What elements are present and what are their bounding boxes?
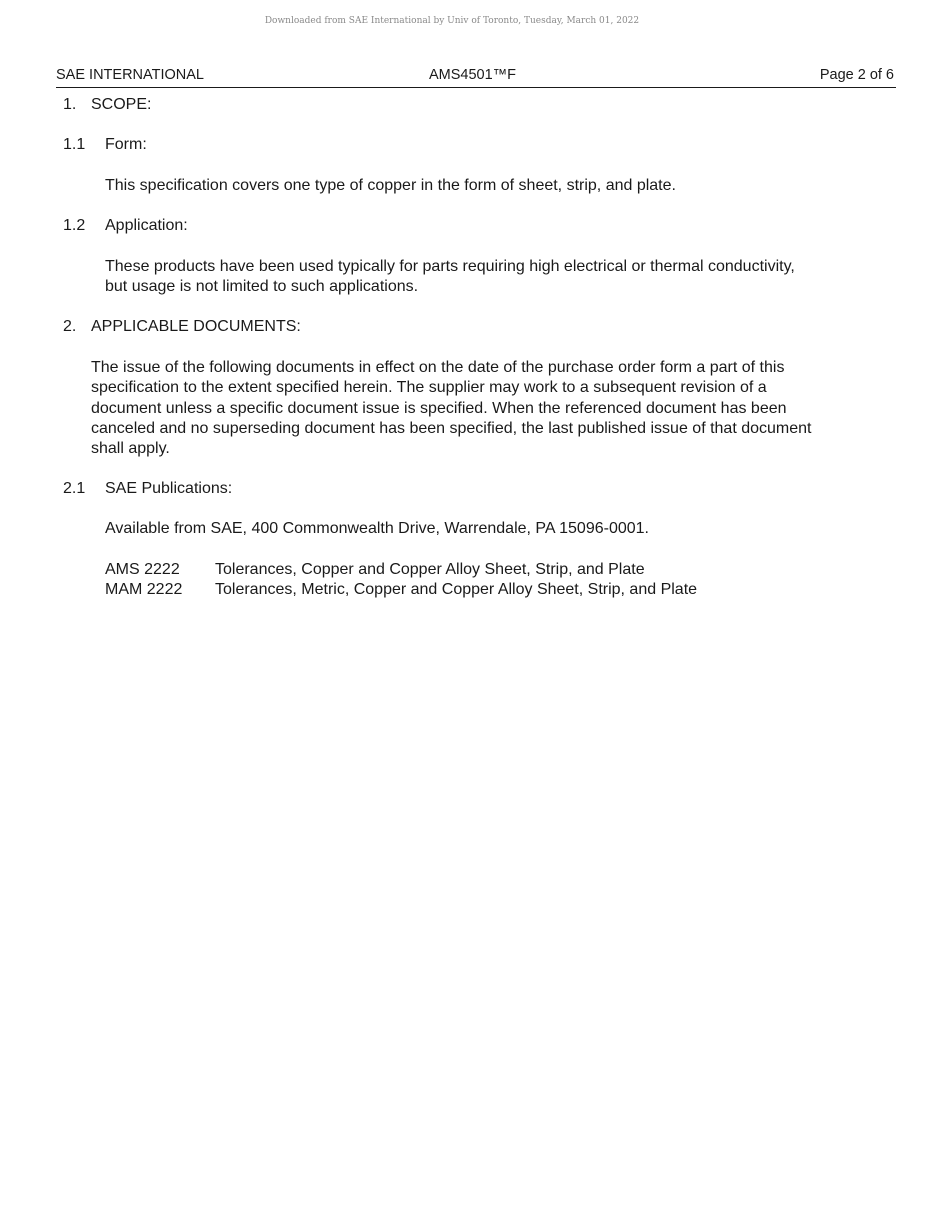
section-form-text: This specification covers one type of copper in the form of sheet, strip, and plate. — [105, 177, 676, 194]
sae-availability-text: Available from SAE, 400 Commonwealth Drive, Warrendale, PA 15096-0001. — [105, 520, 649, 537]
section-application-text — [105, 257, 795, 298]
header-page-number: Page 2 of 6 — [819, 67, 894, 83]
download-watermark: Downloaded from SAE International by Univ of Toronto, Tuesday, March 01, 2022 — [264, 16, 640, 26]
section-number: 1. — [63, 96, 77, 113]
publication-list — [105, 560, 805, 602]
paragraph-line: specification to the extent specified herein. The supplier may work to a subsequent revision of a — [91, 379, 767, 397]
section-number: 1.2 — [63, 217, 86, 234]
publication-title: Tolerances, Metric, Copper and Copper Alloy Sheet, Strip, and Plate — [215, 581, 698, 598]
running-header — [56, 67, 896, 88]
paragraph-line: document unless a specific document issue is specified. When the referenced document has been — [91, 399, 787, 417]
paragraph-line: but usage is not limited to such applications. — [105, 278, 419, 296]
header-publisher: SAE INTERNATIONAL — [56, 67, 204, 83]
section-title: SCOPE: — [91, 96, 152, 113]
section-title: SAE Publications: — [105, 480, 233, 497]
publication-item — [105, 580, 805, 600]
publication-item — [105, 560, 805, 580]
paragraph-line: canceled and no superseding document has been specified, the last published issue of that document — [91, 419, 812, 437]
publication-code: AMS 2222 — [105, 561, 180, 578]
section-number: 2. — [63, 318, 77, 335]
section-number: 2.1 — [63, 480, 86, 497]
section-title: Form: — [105, 136, 147, 153]
header-document-number: AMS4501™F — [429, 67, 517, 83]
paragraph-line: shall apply. — [91, 440, 170, 458]
paragraph-line: The issue of the following documents in effect on the date of the purchase order form a part of this — [91, 359, 785, 376]
section-title: Application: — [105, 217, 188, 234]
section-title: APPLICABLE DOCUMENTS: — [91, 318, 301, 335]
paragraph-line: These products have been used typically for parts requiring high electrical or thermal conductivity, — [105, 258, 795, 275]
publication-code: MAM 2222 — [105, 581, 183, 598]
publication-title: Tolerances, Copper and Copper Alloy Sheet, Strip, and Plate — [215, 561, 645, 578]
section-number: 1.1 — [63, 136, 86, 153]
section-applicable-documents-text — [91, 358, 811, 459]
